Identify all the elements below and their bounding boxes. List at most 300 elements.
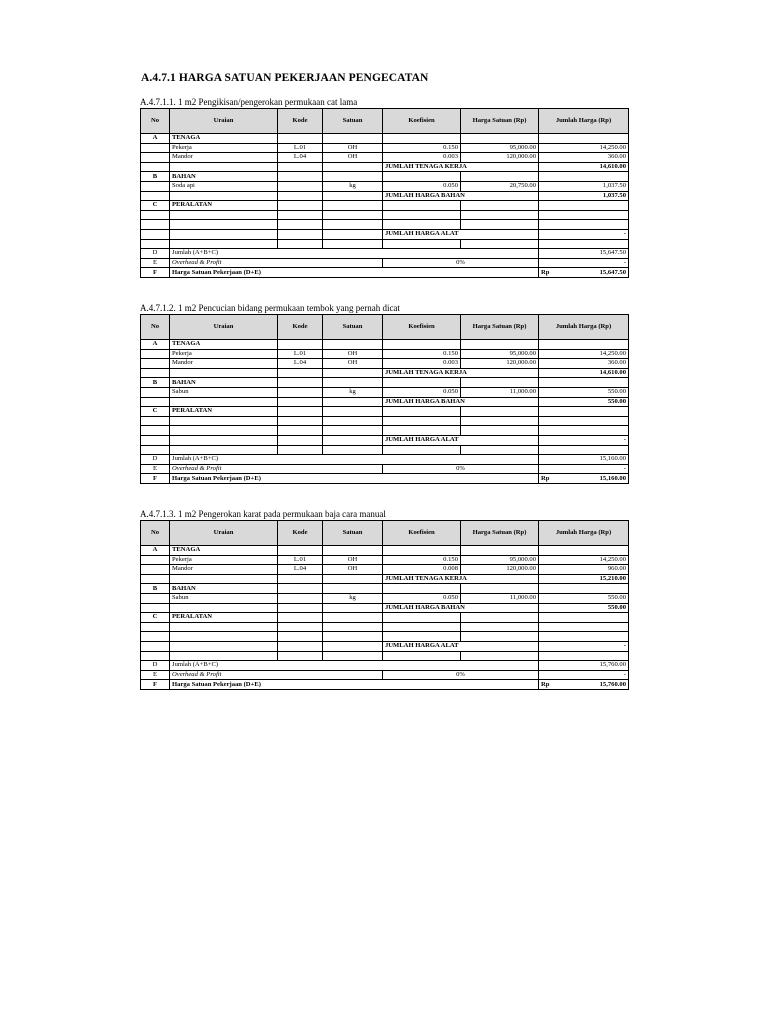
labor-row: [141, 143, 629, 153]
table-cell: [539, 134, 629, 144]
table-cell: [539, 546, 629, 556]
table-cell: [170, 435, 278, 445]
table-cell: [323, 407, 383, 417]
subtotal-row-bahan: [141, 397, 629, 407]
table-cell: [278, 584, 323, 594]
overhead-label: Overhead & Profit: [170, 464, 383, 474]
table-cell: [278, 239, 323, 249]
labor-row: [141, 555, 629, 565]
table-cell: [170, 603, 278, 613]
overhead-value: -: [539, 464, 629, 474]
table-cell: [278, 201, 323, 211]
table-cell: [323, 416, 383, 426]
table-cell: [323, 191, 383, 201]
table-cell: [461, 407, 539, 417]
table-cell: [461, 584, 539, 594]
item-jumlah-harga: 960.00: [539, 565, 629, 575]
table-cell: [278, 220, 323, 230]
table-cell: [323, 397, 383, 407]
table-cell: [278, 162, 323, 172]
table-header-row: [141, 315, 629, 340]
item-satuan: kg: [323, 181, 383, 191]
item-harga-satuan: 95,000.00: [461, 555, 539, 565]
table-cell: [539, 172, 629, 182]
group-label-peralatan: PERALATAN: [170, 201, 278, 211]
table-cell: [539, 622, 629, 632]
subtotal-value: -: [539, 435, 629, 445]
item-satuan: OH: [323, 565, 383, 575]
table-cell: [278, 651, 323, 661]
item-koefisien: 0.008: [383, 565, 461, 575]
table-cell: [323, 641, 383, 651]
group-row-bahan: [141, 584, 629, 594]
document-title: A.4.7.1 HARGA SATUAN PEKERJAAN PENGECATAN: [141, 72, 429, 84]
labor-row: [141, 565, 629, 575]
table-cell: [141, 641, 170, 651]
table-cell: [461, 416, 539, 426]
price-analysis-table: [140, 314, 629, 484]
section-title: A.4.7.1.2. 1 m2 Pencucian bidang permukaan tembok yang pernah dicat: [140, 303, 400, 313]
subtotal-label: JUMLAH HARGA ALAT: [383, 229, 539, 239]
price-analysis-table: [140, 520, 629, 690]
table-cell: [141, 368, 170, 378]
item-uraian: Pekerja: [170, 349, 278, 359]
table-cell: [170, 162, 278, 172]
overhead-percent: 0%: [383, 258, 539, 268]
table-cell: [278, 134, 323, 144]
table-cell: [170, 416, 278, 426]
table-cell: [278, 191, 323, 201]
final-price-label: Harga Satuan Pekerjaan (D+E): [170, 474, 539, 484]
total-row-e: [141, 464, 629, 474]
table-cell: [461, 651, 539, 661]
item-jumlah-harga: 360.00: [539, 153, 629, 163]
table-cell: [461, 340, 539, 350]
total-d-value: 15,760.00: [539, 661, 629, 671]
table-cell: [323, 651, 383, 661]
row-letter: A: [141, 546, 170, 556]
table-cell: [383, 340, 461, 350]
table-cell: [170, 210, 278, 220]
table-cell: [278, 340, 323, 350]
table-cell: [383, 134, 461, 144]
subtotal-value: 1,037.50: [539, 191, 629, 201]
table-cell: [461, 201, 539, 211]
item-kode: L.04: [278, 153, 323, 163]
total-row-d: [141, 249, 629, 259]
table-cell: [383, 407, 461, 417]
header-uraian: Uraian: [170, 315, 278, 340]
item-koefisien: 0.003: [383, 153, 461, 163]
header-harga-satuan: Harga Satuan (Rp): [461, 315, 539, 340]
subtotal-label: JUMLAH HARGA BAHAN: [383, 191, 539, 201]
table-cell: [323, 368, 383, 378]
table-cell: [323, 229, 383, 239]
item-harga-satuan: 120,000.00: [461, 359, 539, 369]
table-cell: [383, 239, 461, 249]
final-price-amount: 15,647.50: [599, 268, 626, 276]
table-cell: [323, 340, 383, 350]
item-satuan: kg: [323, 387, 383, 397]
empty-row: [141, 416, 629, 426]
table-cell: [141, 397, 170, 407]
row-letter: D: [141, 661, 170, 671]
item-koefisien: 0.050: [383, 593, 461, 603]
table-cell: [323, 632, 383, 642]
subtotal-value: 14,610.00: [539, 368, 629, 378]
table-cell: [278, 368, 323, 378]
header-uraian: Uraian: [170, 109, 278, 134]
subtotal-label: JUMLAH TENAGA KERJA: [383, 162, 539, 172]
table-cell: [461, 172, 539, 182]
header-no: No: [141, 315, 170, 340]
row-letter: D: [141, 455, 170, 465]
table-cell: [539, 445, 629, 455]
subtotal-value: 550.00: [539, 397, 629, 407]
total-row-f: [141, 680, 629, 690]
table-cell: [323, 613, 383, 623]
table-cell: [278, 378, 323, 388]
table-cell: [383, 445, 461, 455]
table-cell: [323, 201, 383, 211]
header-kode: Kode: [278, 109, 323, 134]
overhead-value: -: [539, 258, 629, 268]
group-label-tenaga: TENAGA: [170, 340, 278, 350]
table-cell: [278, 445, 323, 455]
table-cell: [170, 239, 278, 249]
table-cell: [539, 340, 629, 350]
row-letter: F: [141, 268, 170, 278]
item-kode: L.01: [278, 143, 323, 153]
ahsp-section-2: [140, 302, 628, 484]
header-uraian: Uraian: [170, 521, 278, 546]
table-cell: [141, 359, 170, 369]
total-row-f: [141, 474, 629, 484]
total-row-d: [141, 661, 629, 671]
table-cell: [539, 584, 629, 594]
item-satuan: OH: [323, 555, 383, 565]
item-satuan: OH: [323, 359, 383, 369]
currency-symbol: Rp: [541, 268, 550, 276]
table-header-row: [141, 521, 629, 546]
header-jumlah-harga: Jumlah Harga (Rp): [539, 109, 629, 134]
item-harga-satuan: 120,000.00: [461, 565, 539, 575]
table-cell: [170, 641, 278, 651]
labor-row: [141, 359, 629, 369]
row-letter: F: [141, 680, 170, 690]
currency-symbol: Rp: [541, 474, 550, 482]
table-cell: [539, 416, 629, 426]
empty-row: [141, 239, 629, 249]
final-price-value: [539, 680, 629, 690]
group-label-bahan: BAHAN: [170, 378, 278, 388]
table-cell: [141, 191, 170, 201]
table-cell: [170, 445, 278, 455]
table-cell: [278, 613, 323, 623]
header-harga-satuan: Harga Satuan (Rp): [461, 521, 539, 546]
table-cell: [278, 546, 323, 556]
table-cell: [323, 210, 383, 220]
subtotal-value: 550.00: [539, 603, 629, 613]
item-satuan: OH: [323, 153, 383, 163]
item-koefisien: 0.050: [383, 181, 461, 191]
item-uraian: Sabun: [170, 593, 278, 603]
table-cell: [141, 153, 170, 163]
item-harga-satuan: 95,000.00: [461, 143, 539, 153]
subtotal-label: JUMLAH HARGA BAHAN: [383, 603, 539, 613]
item-kode: L.01: [278, 349, 323, 359]
subtotal-label: JUMLAH HARGA ALAT: [383, 641, 539, 651]
section-title: A.4.7.1.3. 1 m2 Pengerokan karat pada permukaan baja cara manual: [140, 509, 386, 519]
table-cell: [383, 172, 461, 182]
subtotal-row-alat: [141, 435, 629, 445]
header-kode: Kode: [278, 315, 323, 340]
subtotal-row-alat: [141, 641, 629, 651]
table-cell: [323, 220, 383, 230]
table-cell: [141, 416, 170, 426]
table-cell: [170, 574, 278, 584]
table-cell: [141, 143, 170, 153]
table-cell: [278, 229, 323, 239]
header-no: No: [141, 109, 170, 134]
table-cell: [278, 210, 323, 220]
group-label-bahan: BAHAN: [170, 172, 278, 182]
row-letter: F: [141, 474, 170, 484]
item-harga-satuan: 11,000.00: [461, 593, 539, 603]
table-cell: [323, 603, 383, 613]
table-cell: [141, 349, 170, 359]
group-row-peralatan: [141, 201, 629, 211]
material-row: [141, 387, 629, 397]
total-d-value: 15,160.00: [539, 455, 629, 465]
table-cell: [383, 201, 461, 211]
table-cell: [383, 622, 461, 632]
item-harga-satuan: 11,000.00: [461, 387, 539, 397]
material-row: [141, 593, 629, 603]
table-cell: [278, 632, 323, 642]
subtotal-row-bahan: [141, 603, 629, 613]
table-cell: [539, 651, 629, 661]
row-letter: A: [141, 340, 170, 350]
item-jumlah-harga: 1,037.50: [539, 181, 629, 191]
item-uraian: Mandor: [170, 359, 278, 369]
total-d-value: 15,647.50: [539, 249, 629, 259]
item-jumlah-harga: 14,250.00: [539, 143, 629, 153]
table-cell: [323, 162, 383, 172]
item-koefisien: 0.150: [383, 555, 461, 565]
header-satuan: Satuan: [323, 109, 383, 134]
subtotal-row-tenaga: [141, 368, 629, 378]
item-uraian: Pekerja: [170, 555, 278, 565]
row-letter: C: [141, 201, 170, 211]
table-cell: [170, 397, 278, 407]
table-cell: [539, 426, 629, 436]
table-cell: [141, 445, 170, 455]
table-cell: [461, 134, 539, 144]
table-cell: [278, 397, 323, 407]
overhead-label: Overhead & Profit: [170, 670, 383, 680]
table-cell: [170, 191, 278, 201]
table-cell: [141, 220, 170, 230]
subtotal-value: 14,610.00: [539, 162, 629, 172]
table-cell: [383, 416, 461, 426]
table-cell: [278, 407, 323, 417]
item-uraian: Sabun: [170, 387, 278, 397]
table-cell: [278, 172, 323, 182]
item-uraian: Mandor: [170, 153, 278, 163]
table-cell: [461, 426, 539, 436]
total-d-label: Jumlah (A+B+C): [170, 455, 539, 465]
group-row-tenaga: [141, 340, 629, 350]
table-cell: [141, 387, 170, 397]
table-cell: [170, 220, 278, 230]
item-harga-satuan: 20,750.00: [461, 181, 539, 191]
labor-row: [141, 349, 629, 359]
header-jumlah-harga: Jumlah Harga (Rp): [539, 521, 629, 546]
ahsp-section-3: [140, 508, 628, 690]
table-cell: [141, 603, 170, 613]
item-kode: [278, 181, 323, 191]
item-jumlah-harga: 14,250.00: [539, 555, 629, 565]
item-uraian: Pekerja: [170, 143, 278, 153]
subtotal-value: -: [539, 229, 629, 239]
table-cell: [323, 445, 383, 455]
item-jumlah-harga: 550.00: [539, 593, 629, 603]
table-cell: [323, 584, 383, 594]
group-row-bahan: [141, 378, 629, 388]
table-cell: [383, 210, 461, 220]
table-cell: [141, 622, 170, 632]
material-row: [141, 181, 629, 191]
subtotal-row-alat: [141, 229, 629, 239]
header-koefisien: Koefisien: [383, 315, 461, 340]
total-row-e: [141, 670, 629, 680]
table-cell: [323, 546, 383, 556]
table-cell: [141, 593, 170, 603]
table-cell: [278, 416, 323, 426]
table-cell: [461, 622, 539, 632]
subtotal-value: -: [539, 641, 629, 651]
table-cell: [141, 565, 170, 575]
table-cell: [141, 426, 170, 436]
table-cell: [141, 435, 170, 445]
empty-row: [141, 220, 629, 230]
final-price-value: [539, 474, 629, 484]
group-row-peralatan: [141, 613, 629, 623]
item-koefisien: 0.150: [383, 143, 461, 153]
final-price-label: Harga Satuan Pekerjaan (D+E): [170, 680, 539, 690]
item-satuan: OH: [323, 143, 383, 153]
table-cell: [278, 435, 323, 445]
group-row-tenaga: [141, 546, 629, 556]
item-kode: L.01: [278, 555, 323, 565]
total-d-label: Jumlah (A+B+C): [170, 661, 539, 671]
subtotal-row-bahan: [141, 191, 629, 201]
final-price-value: [539, 268, 629, 278]
final-price-amount: 15,760.00: [599, 680, 626, 688]
row-letter: A: [141, 134, 170, 144]
header-satuan: Satuan: [323, 315, 383, 340]
table-cell: [323, 574, 383, 584]
total-row-e: [141, 258, 629, 268]
empty-row: [141, 632, 629, 642]
table-cell: [278, 426, 323, 436]
table-cell: [170, 651, 278, 661]
table-cell: [141, 181, 170, 191]
table-cell: [461, 210, 539, 220]
item-satuan: OH: [323, 349, 383, 359]
row-letter: B: [141, 172, 170, 182]
row-letter: E: [141, 258, 170, 268]
item-uraian: Mandor: [170, 565, 278, 575]
subtotal-row-tenaga: [141, 162, 629, 172]
header-harga-satuan: Harga Satuan (Rp): [461, 109, 539, 134]
header-satuan: Satuan: [323, 521, 383, 546]
total-row-d: [141, 455, 629, 465]
header-jumlah-harga: Jumlah Harga (Rp): [539, 315, 629, 340]
final-price-label: Harga Satuan Pekerjaan (D+E): [170, 268, 539, 278]
ahsp-section-1: [140, 96, 628, 278]
header-kode: Kode: [278, 521, 323, 546]
subtotal-row-tenaga: [141, 574, 629, 584]
header-koefisien: Koefisien: [383, 521, 461, 546]
row-letter: B: [141, 378, 170, 388]
overhead-percent: 0%: [383, 670, 539, 680]
item-harga-satuan: 95,000.00: [461, 349, 539, 359]
row-letter: B: [141, 584, 170, 594]
overhead-value: -: [539, 670, 629, 680]
group-row-peralatan: [141, 407, 629, 417]
table-header-row: [141, 109, 629, 134]
table-cell: [461, 613, 539, 623]
table-cell: [383, 584, 461, 594]
overhead-label: Overhead & Profit: [170, 258, 383, 268]
row-letter: C: [141, 407, 170, 417]
item-kode: [278, 387, 323, 397]
table-cell: [539, 632, 629, 642]
table-cell: [539, 378, 629, 388]
group-label-peralatan: PERALATAN: [170, 613, 278, 623]
table-cell: [278, 574, 323, 584]
labor-row: [141, 153, 629, 163]
overhead-percent: 0%: [383, 464, 539, 474]
table-cell: [323, 172, 383, 182]
table-cell: [141, 239, 170, 249]
table-cell: [323, 134, 383, 144]
empty-row: [141, 426, 629, 436]
table-cell: [170, 632, 278, 642]
item-koefisien: 0.150: [383, 349, 461, 359]
table-cell: [323, 435, 383, 445]
table-cell: [383, 426, 461, 436]
table-cell: [539, 220, 629, 230]
table-cell: [539, 239, 629, 249]
row-letter: E: [141, 670, 170, 680]
empty-row: [141, 445, 629, 455]
row-letter: E: [141, 464, 170, 474]
table-cell: [383, 546, 461, 556]
item-jumlah-harga: 550.00: [539, 387, 629, 397]
table-cell: [141, 229, 170, 239]
table-cell: [461, 239, 539, 249]
table-cell: [461, 546, 539, 556]
table-cell: [539, 210, 629, 220]
table-cell: [141, 162, 170, 172]
table-cell: [141, 210, 170, 220]
item-jumlah-harga: 14,250.00: [539, 349, 629, 359]
group-row-tenaga: [141, 134, 629, 144]
total-row-f: [141, 268, 629, 278]
